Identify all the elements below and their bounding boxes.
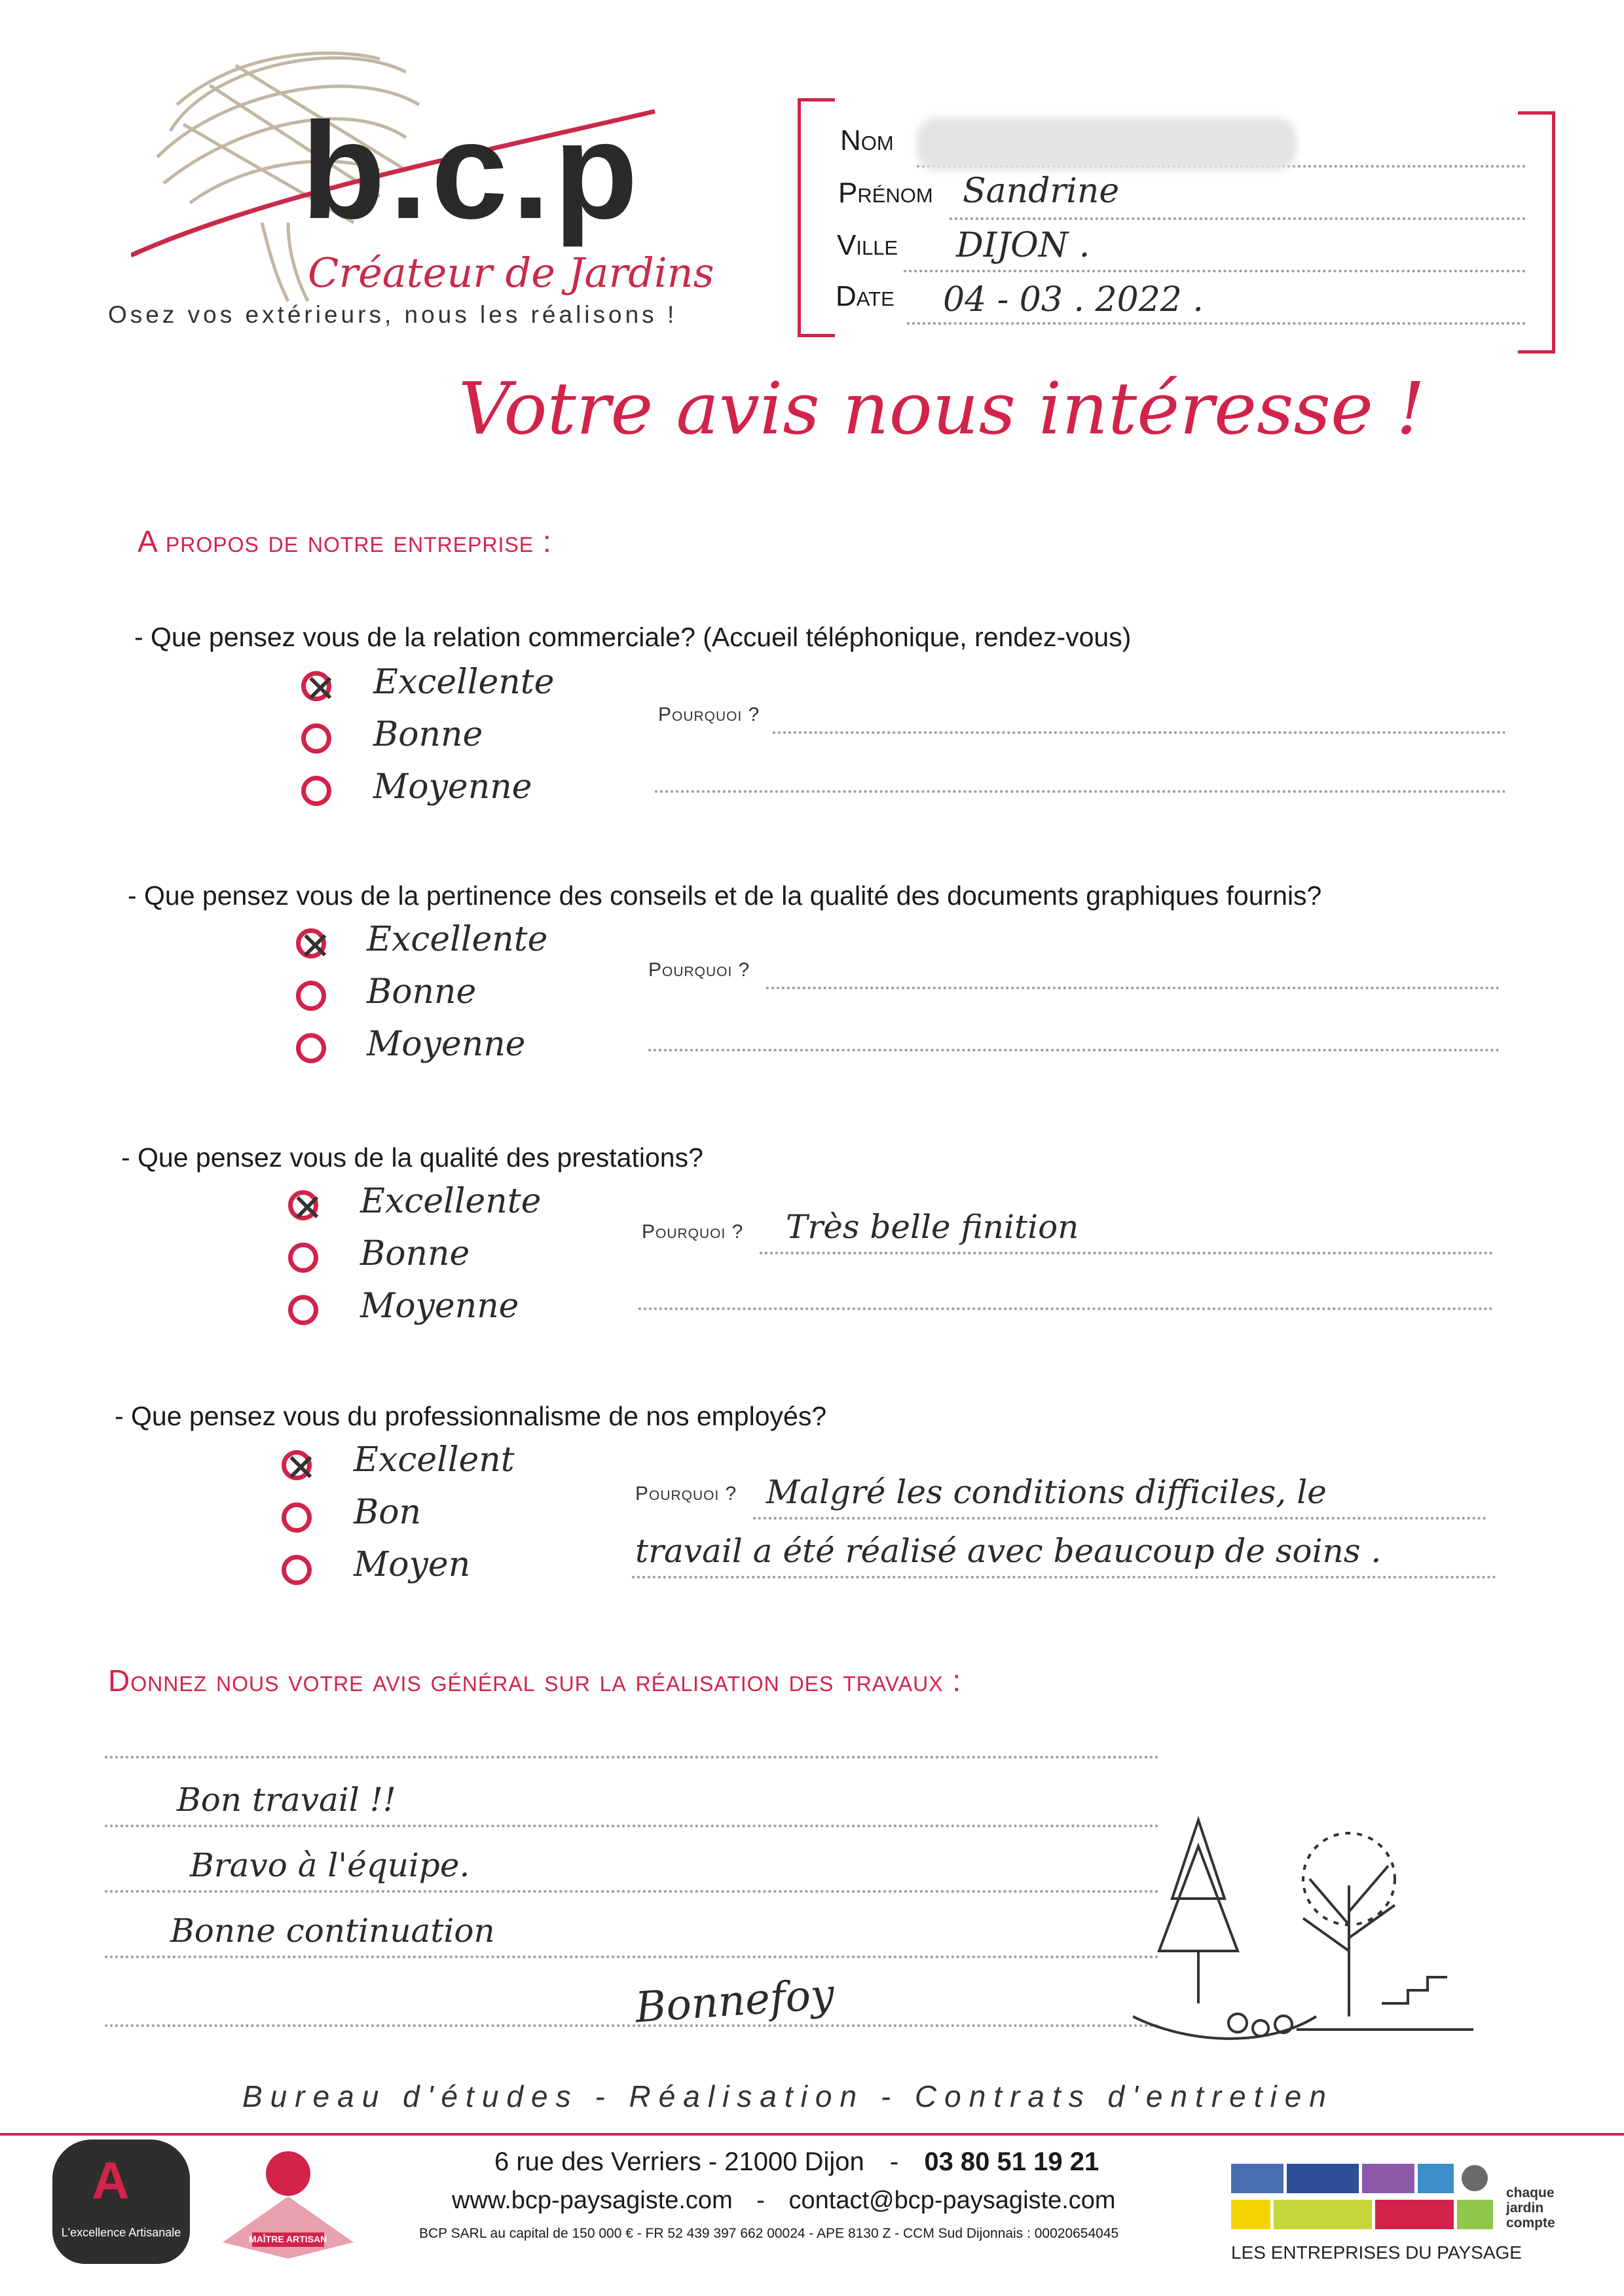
general-text-2: Bravo à l'équipe.: [190, 1846, 470, 1884]
q3-option-bonne: Bonne: [360, 1234, 470, 1273]
email-link[interactable]: contact@bcp-paysagiste.com: [788, 2187, 1116, 2214]
footer-divider: [0, 2133, 1624, 2136]
general-line-1[interactable]: [105, 1755, 1159, 1758]
signature: Bonnefoy: [633, 1970, 836, 2033]
lep-logo-icon: [1231, 2164, 1506, 2236]
section-title-general: Donnez nous votre avis général sur la réalisation des travaux :: [108, 1664, 962, 1698]
maitre-artisan-icon: [216, 2144, 360, 2262]
website-link[interactable]: www.bcp-paysagiste.com: [452, 2187, 733, 2214]
date-value: 04 - 03 . 2022 .: [943, 280, 1204, 319]
q4-radio-excellent[interactable]: [282, 1450, 312, 1480]
q3-answer-line-1[interactable]: [760, 1250, 1493, 1254]
q2-why-label: Pourquoi ?: [648, 959, 750, 981]
question-2: - Que pensez vous de la pertinence des conseils et de la qualité des documents graphiques fournis?: [128, 881, 1322, 911]
q3-answer-text-1: Très belle finition: [786, 1208, 1079, 1246]
q1-answer-line-2[interactable]: [655, 789, 1506, 793]
legal-text: BCP SARL au capital de 150 000 € - FR 52 439 397 662 00024 - APE 8130 Z - CCM Sud Dijonnais : 00020654045: [419, 2226, 1119, 2241]
prenom-label: Prénom: [838, 177, 933, 209]
address-separator: -: [889, 2147, 899, 2176]
q1-option-moyenne: Moyenne: [373, 767, 532, 807]
question-4: - Que pensez vous du professionnalisme de nos employés?: [115, 1401, 827, 1431]
q2-radio-moyenne[interactable]: [296, 1033, 326, 1063]
lep-logo: [1231, 2164, 1506, 2236]
q4-option-moyen: Moyen: [354, 1545, 471, 1584]
q4-option-excellent: Excellent: [354, 1440, 515, 1480]
section-title-company: A propos de notre entreprise :: [138, 524, 552, 558]
ville-value: DIJON .: [956, 226, 1090, 265]
artisanal-badge-icon: A: [92, 2151, 130, 2210]
q3-radio-bonne[interactable]: [288, 1243, 318, 1273]
q3-option-excellente: Excellente: [360, 1182, 542, 1221]
date-label: Date: [836, 280, 895, 312]
q1-option-excellente: Excellente: [373, 663, 555, 702]
nom-label: Nom: [840, 124, 894, 156]
q2-option-moyenne: Moyenne: [367, 1025, 526, 1064]
q1-radio-excellente[interactable]: [301, 671, 331, 701]
garden-sketch: [1133, 1807, 1473, 2056]
q4-radio-bon[interactable]: [282, 1503, 312, 1533]
lep-text: LES ENTREPRISES DU PAYSAGE: [1231, 2242, 1522, 2263]
phone-number[interactable]: 03 80 51 19 21: [924, 2147, 1099, 2176]
logo-text: b.c.p: [301, 94, 642, 247]
date-field[interactable]: [907, 321, 1526, 325]
q4-why-label: Pourquoi ?: [635, 1483, 737, 1504]
general-line-4[interactable]: [105, 1954, 1159, 1958]
q3-radio-moyenne[interactable]: [288, 1295, 318, 1325]
footer-services: Bureau d'études - Réalisation - Contrats d'entretien: [242, 2079, 1334, 2113]
redacted-name: [917, 118, 1297, 170]
identity-bracket-left: [798, 98, 835, 337]
q1-answer-line-1[interactable]: [773, 730, 1506, 734]
tagline: Osez vos extérieurs, nous les réalisons !: [108, 301, 678, 328]
general-line-5[interactable]: [105, 2023, 1159, 2027]
q4-answer-text-1: Malgré les conditions difficiles, le: [766, 1473, 1327, 1511]
q3-answer-line-2[interactable]: [638, 1306, 1493, 1310]
q1-option-bonne: Bonne: [373, 715, 483, 754]
question-3: - Que pensez vous de la qualité des prestations?: [121, 1142, 703, 1173]
logo-subtitle: Créateur de Jardins: [308, 249, 714, 297]
address-text: 6 rue des Verriers - 21000 Dijon: [494, 2147, 864, 2176]
q1-radio-moyenne[interactable]: [301, 776, 331, 806]
garden-illustration-icon: [1133, 1807, 1473, 2056]
artisanal-badge-text: L'excellence Artisanale: [61, 2226, 181, 2239]
general-text-3: Bonne continuation: [170, 1912, 495, 1950]
identity-bracket-right: [1518, 111, 1555, 354]
q4-answer-text-2: travail a été réalisé avec beaucoup de soins .: [635, 1532, 1382, 1570]
q2-answer-line-2[interactable]: [648, 1048, 1500, 1051]
maitre-artisan-badge: [216, 2144, 360, 2262]
ville-field[interactable]: [904, 268, 1526, 272]
question-1: - Que pensez vous de la relation commerciale? (Accueil téléphonique, rendez-vous): [134, 622, 1132, 652]
prenom-value: Sandrine: [963, 172, 1120, 211]
q2-radio-excellente[interactable]: [296, 928, 326, 958]
general-line-3[interactable]: [105, 1889, 1159, 1893]
q4-option-bon: Bon: [354, 1493, 422, 1532]
q2-option-excellente: Excellente: [367, 920, 548, 959]
q2-radio-bonne[interactable]: [296, 981, 326, 1011]
q4-radio-moyen[interactable]: [282, 1555, 312, 1585]
q4-answer-line-2[interactable]: [632, 1575, 1496, 1578]
general-text-1: Bon travail !!: [177, 1781, 396, 1819]
q2-option-bonne: Bonne: [367, 972, 477, 1011]
ville-label: Ville: [837, 229, 898, 261]
footer-contact: [452, 2187, 1116, 2215]
q2-answer-line-1[interactable]: [766, 985, 1500, 989]
prenom-field[interactable]: [950, 216, 1526, 220]
general-line-2[interactable]: [105, 1823, 1159, 1827]
lep-slogan: chaque jardin compte: [1506, 2185, 1555, 2231]
q3-radio-excellente[interactable]: [288, 1190, 318, 1220]
page-title: Votre avis nous intéresse !: [458, 367, 1426, 450]
q3-option-moyenne: Moyenne: [360, 1286, 519, 1326]
contact-separator: -: [756, 2187, 765, 2214]
maitre-artisan-text: MAÎTRE ARTISAN: [249, 2234, 327, 2244]
q3-why-label: Pourquoi ?: [642, 1221, 744, 1243]
q1-radio-bonne[interactable]: [301, 723, 331, 754]
q1-why-label: Pourquoi ?: [658, 704, 760, 725]
footer-address: [494, 2147, 1099, 2177]
q4-answer-line-1[interactable]: [753, 1516, 1486, 1520]
